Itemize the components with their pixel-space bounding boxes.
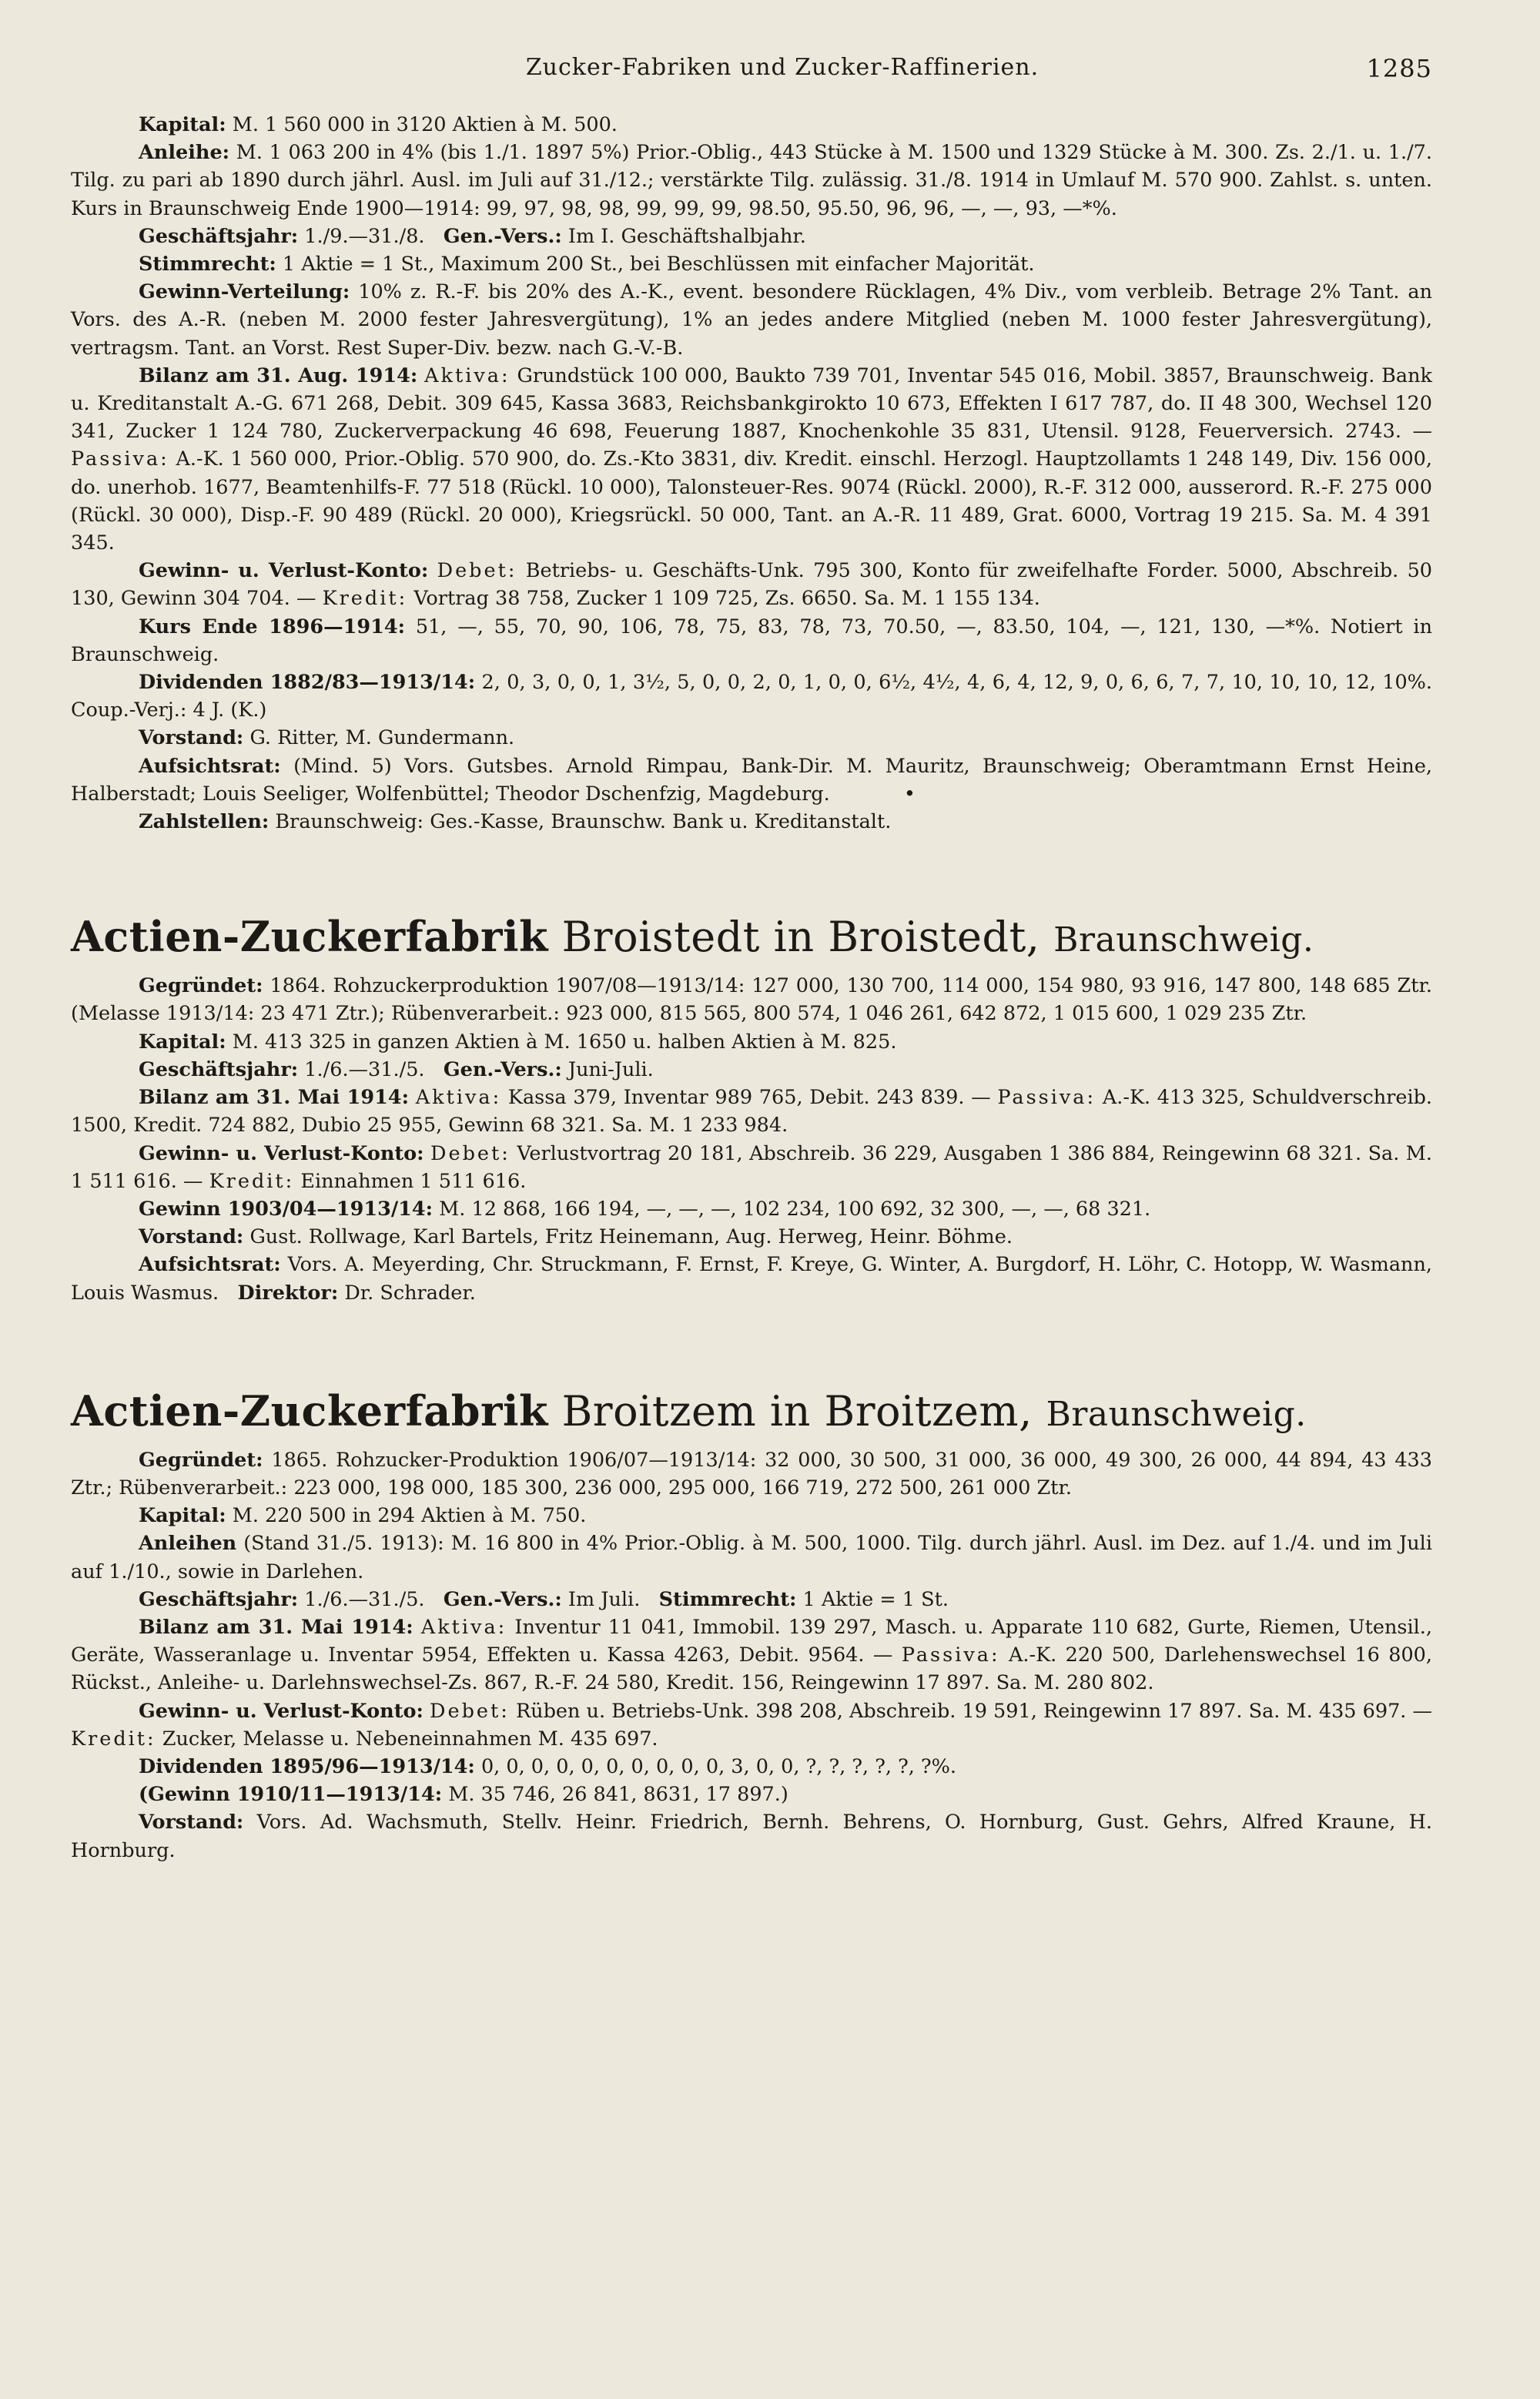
gegruendet-label: Gegründet: — [139, 974, 263, 998]
anleihe-text: M. 1 063 200 in 4% (bis 1./1. 1897 5%) Prior.-Oblig., 443 Stücke à M. 1500 und 1329 Stücke à M. 300. Zs. 2./1. u. 1./7. Tilg. zu pari ab 1890 durch jährl. Ausl. im Juli auf 31./12.; verstärkte Tilg. zulässig. 31./8. 1914 in Umlauf M. 570 900. Zahlst. s. unten. Kurs in Braunschweig Ende 1900—1914: 99, 97, 98, 98, 99, 99, 99, 98.50, 95.50, 96, 96, —, —, 93, —*%. — [71, 141, 1432, 220]
genvers-label: Gen.-Vers.: — [443, 1587, 562, 1611]
genvers-text: Im I. Geschäftshalbjahr. — [567, 224, 806, 248]
heading-prefix: Actien-Zuckerfabrik — [71, 1385, 548, 1436]
kredit-label: Kredit: — [209, 1169, 295, 1193]
vorstand-label: Vorstand: — [139, 726, 244, 750]
vorstand-text: G. Ritter, M. Gundermann. — [249, 726, 515, 750]
dividenden-paragraph — [71, 1753, 1432, 1781]
geschaeftsjahr-text: 1./6.—31./5. — [304, 1057, 425, 1081]
kredit-label: Kredit: — [71, 1727, 156, 1751]
gegruendet-label: Gegründet: — [139, 1448, 263, 1472]
anleihen-label: Anleihen — [139, 1532, 237, 1556]
gewinn-text: M. 35 746, 26 841, 8631, 17 897.) — [448, 1783, 788, 1807]
gewinn-paragraph — [71, 1195, 1432, 1223]
stimmrecht-label: Stimmrecht: — [658, 1587, 797, 1611]
zahlstellen-label: Zahlstellen: — [139, 810, 270, 834]
geschaeftsjahr-paragraph — [71, 223, 1432, 250]
gewinnverteilung-text: 10% z. R.-F. bis 20% des A.-K., event. besondere Rücklagen, 4% Div., vom verbleib. Betrage 2% Tant. an Vors. des A.-R. (neben M. 2000 fester Jahresvergütung), 1% an jedes andere Mitglied (neben M. 1000 fester Jahresvergütung), vertragsm. Tant. an Vorst. Rest Super-Div. bezw. nach G.-V.-B. — [71, 280, 1433, 360]
passiva-text: A.-K. 220 500, Darlehenswechsel 16 800, Rückst., Anleihe- u. Darlehnswechsel-Zs. 867, R.-F. 24 580, Kredit. 156, Reingewinn 17 897. Sa. M. 280 802. — [71, 1643, 1433, 1695]
aufsichtsrat-label: Aufsichtsrat: — [139, 1253, 281, 1277]
debet-label: Debet: — [437, 559, 517, 583]
aufsichtsrat-text: Vors. A. Meyerding, Chr. Struckmann, F. Ernst, F. Kreye, G. Winter, A. Burgdorf, H. Löhr, C. Hotopp, W. Wasmann, Louis Wasmus. — [71, 1253, 1432, 1305]
heading-prefix: Actien-Zuckerfabrik — [71, 912, 548, 962]
geschaeftsjahr-paragraph — [71, 1586, 1432, 1613]
heading-name: Broitzem in Broitzem, — [561, 1386, 1033, 1436]
guv-label: Gewinn- u. Verlust-Konto: — [139, 559, 429, 583]
geschaeftsjahr-label: Geschäftsjahr: — [139, 1587, 299, 1611]
vorstand-paragraph — [71, 724, 1432, 752]
entry-broitzem — [71, 1384, 1432, 1865]
gewinn-paragraph — [71, 1781, 1432, 1808]
gegruendet-paragraph — [71, 1446, 1432, 1502]
kapital-label: Kapital: — [139, 113, 226, 136]
vorstand-text: Vors. Ad. Wachsmuth, Stellv. Heinr. Friedrich, Bernh. Behrens, O. Hornburg, Gust. Gehrs, Alfred Kraune, H. Hornburg. — [71, 1811, 1432, 1862]
aktiva-text: Inventur 11 041, Immobil. 139 297, Masch. u. Apparate 110 682, Gurte, Riemen, Utensil., Geräte, Wasseranlage u. Inventar 5954, Effekten u. Kassa 4263, Debit. 9564. — — [71, 1615, 1432, 1667]
entry-heading — [71, 910, 1432, 967]
kredit-label: Kredit: — [322, 587, 408, 611]
stimmrecht-label: Stimmrecht: — [139, 253, 276, 276]
kredit-text: Vortrag 38 758, Zucker 1 109 725, Zs. 6650. Sa. M. 1 155 134. — [413, 587, 1040, 611]
debet-label: Debet: — [430, 1699, 510, 1723]
anleihe-label: Anleihe: — [139, 141, 230, 165]
heading-place: Braunschweig. — [1053, 920, 1314, 960]
direktor-text: Dr. Schrader. — [344, 1281, 476, 1305]
anleihen-paragraph — [71, 1530, 1432, 1585]
aktiva-label: Aktiva: — [415, 1086, 502, 1110]
gewinnverteilung-label: Gewinn-Verteilung: — [139, 280, 350, 304]
debet-text: Betriebs- u. Geschäfts-Unk. 795 300, Konto für zweifelhafte Forder. 5000, Abschreib. 50 130, Gewinn 304 704. — — [71, 559, 1433, 611]
star-mark: • — [903, 782, 916, 806]
dividenden-text: 2, 0, 3, 0, 0, 1, 3½, 5, 0, 0, 2, 0, 1, 0, 0, 6½, 4½, 4, 6, 4, 12, 9, 0, 6, 6, 7, 7, 10, 10, 10, 12, 10%. Coup.-Verj.: 4 J. (K.) — [71, 671, 1433, 722]
geschaeftsjahr-paragraph — [71, 1056, 1432, 1084]
aktiva-label: Aktiva: — [420, 1615, 507, 1639]
gegruendet-paragraph — [71, 972, 1432, 1027]
vorstand-label: Vorstand: — [139, 1811, 244, 1834]
aktiva-text: Grundstück 100 000, Baukto 739 701, Inventar 545 016, Mobil. 3857, Braunschweig. Bank u. Kreditanstalt A.-G. 671 268, Debit. 309 645, Kassa 3683, Reichsbankgirokto 10 673, Effekten I 617 787, do. II 48 300, Wechsel 120 341, Zucker 1 124 780, Zuckerverpackung 46 698, Feuerung 1887, Knochenkohle 35 831, Utensil. 9128, Feuerversich. 2743. — — [71, 364, 1432, 444]
kapital-text: M. 1 560 000 in 3120 Aktien à M. 500. — [232, 113, 618, 136]
geschaeftsjahr-label: Geschäftsjahr: — [139, 1057, 299, 1081]
bilanz-paragraph — [71, 1613, 1432, 1697]
geschaeftsjahr-text: 1./6.—31./5. — [304, 1587, 425, 1611]
kapital-label: Kapital: — [139, 1504, 226, 1528]
stimmrecht-text: 1 Aktie = 1 St. — [802, 1587, 949, 1611]
kapital-label: Kapital: — [139, 1030, 226, 1054]
kredit-text: Einnahmen 1 511 616. — [300, 1169, 527, 1193]
bilanz-label: Bilanz am 31. Mai 1914: — [139, 1615, 413, 1639]
guv-label: Gewinn- u. Verlust-Konto: — [139, 1699, 424, 1723]
direktor-label: Direktor: — [237, 1281, 339, 1305]
genvers-label: Gen.-Vers.: — [443, 224, 562, 248]
kapital-text: M. 220 500 in 294 Aktien à M. 750. — [232, 1504, 587, 1528]
genvers-label: Gen.-Vers.: — [443, 1057, 562, 1081]
gegruendet-text: 1864. Rohzuckerproduktion 1907/08—1913/14: 127 000, 130 700, 114 000, 154 980, 93 916, 147 800, 148 685 Ztr. (Melasse 1913/14: 23 471 Ztr.); Rübenverarbeit.: 923 000, 815 565, 800 574, 1 046 261, 642 872, 1 015 600, 1 029 235 Ztr. — [71, 974, 1433, 1026]
gewinn-text: M. 12 868, 166 194, —, —, —, 102 234, 100 692, 32 300, —, —, 68 321. — [439, 1197, 1151, 1221]
page-number: 1285 — [1366, 54, 1432, 83]
vorstand-label: Vorstand: — [139, 1225, 244, 1249]
bilanz-label: Bilanz am 31. Aug. 1914: — [139, 364, 418, 387]
zahlstellen-paragraph — [71, 808, 1432, 836]
kapital-paragraph — [71, 1028, 1432, 1056]
kurs-text: 51, —, 55, 70, 90, 106, 78, 75, 83, 78, 73, 70.50, —, 83.50, 104, —, 121, 130, —*%. Notiert in Braunschweig. — [71, 615, 1433, 666]
kapital-paragraph — [71, 111, 1432, 139]
dividenden-paragraph — [71, 668, 1432, 724]
anleihen-text: (Stand 31./5. 1913): M. 16 800 in 4% Prior.-Oblig. à M. 500, 1000. Tilg. durch jährl. Ausl. im Dez. auf 1./4. und im Juli auf 1./10., sowie in Darlehen. — [71, 1532, 1432, 1583]
passiva-label: Passiva: — [71, 447, 169, 471]
aufsichtsrat-paragraph — [71, 1251, 1432, 1306]
running-title: Zucker-Fabriken und Zucker-Raffinerien. — [525, 54, 1040, 81]
geschaeftsjahr-text: 1./9.—31./8. — [304, 224, 425, 248]
aktiva-text: Kassa 379, Inventar 989 765, Debit. 243 839. — — [507, 1086, 991, 1110]
entry-broistedt — [71, 910, 1432, 1306]
bilanz-paragraph — [71, 1084, 1432, 1139]
bilanz-paragraph — [71, 362, 1432, 557]
kredit-text: Zucker, Melasse u. Nebeneinnahmen M. 435 697. — [162, 1727, 658, 1751]
entry-continuation — [71, 111, 1432, 836]
kurs-label: Kurs Ende 1896—1914: — [139, 615, 405, 638]
heading-place: Braunschweig. — [1046, 1394, 1307, 1434]
passiva-text: A.-K. 1 560 000, Prior.-Oblig. 570 900, do. Zs.-Kto 3831, div. Kredit. einschl. Herzogl. Hauptzollamts 1 248 149, Div. 156 000, do. unerhob. 1677, Beamtenhilfs-F. 77 518 (Rückl. 10 000), Talonsteuer-Res. 9074 (Rückl. 2000), R.-F. 312 000, ausserord. R.-F. 275 000 (Rückl. 30 000), Disp.-F. 90 489 (Rückl. 20 000), Kriegsrückl. 50 000, Tant. an A.-R. 11 489, Grat. 6000, Vortrag 19 215. Sa. M. 4 391 345. — [71, 447, 1433, 555]
zahlstellen-text: Braunschweig: Ges.-Kasse, Braunschw. Bank u. Kreditanstalt. — [275, 810, 892, 834]
kapital-text: M. 413 325 in ganzen Aktien à M. 1650 u. halben Aktien à M. 825. — [232, 1030, 897, 1054]
vorstand-paragraph — [71, 1808, 1432, 1864]
debet-label: Debet: — [430, 1141, 511, 1165]
entry-heading — [71, 1384, 1432, 1442]
aufsichtsrat-paragraph — [71, 752, 1432, 808]
vorstand-paragraph — [71, 1223, 1432, 1251]
passiva-text: A.-K. 413 325, Schuldverschreib. 1500, Kredit. 724 882, Dubio 25 955, Gewinn 68 321. Sa. M. 1 233 984. — [71, 1086, 1433, 1138]
bilanz-label: Bilanz am 31. Mai 1914: — [139, 1086, 410, 1110]
guv-paragraph — [71, 1697, 1432, 1753]
dividenden-label: Dividenden 1882/83—1913/14: — [139, 671, 476, 695]
passiva-label: Passiva: — [997, 1086, 1096, 1110]
dividenden-label: Dividenden 1895/96—1913/14: — [139, 1754, 475, 1778]
aufsichtsrat-text: (Mind. 5) Vors. Gutsbes. Arnold Rimpau, Bank-Dir. M. Mauritz, Braunschweig; Oberamtmann Ernst Heine, Halberstadt; Louis Seeliger, Wolfenbüttel; Theodor Dschenfzig, Magdeburg. — [71, 754, 1433, 806]
kurs-paragraph — [71, 613, 1432, 668]
guv-paragraph — [71, 557, 1432, 612]
passiva-label: Passiva: — [901, 1643, 1000, 1667]
guv-paragraph — [71, 1140, 1432, 1195]
genvers-text: Juni-Juli. — [567, 1057, 654, 1081]
aufsichtsrat-label: Aufsichtsrat: — [139, 754, 281, 778]
running-head — [71, 54, 1432, 100]
debet-text: Verlustvortrag 20 181, Abschreib. 36 229, Ausgaben 1 386 884, Reingewinn 68 321. Sa. M. 1 511 616. — — [71, 1141, 1433, 1193]
gewinn-label: (Gewinn 1910/11—1913/14: — [139, 1783, 443, 1807]
stimmrecht-paragraph — [71, 250, 1432, 278]
gegruendet-text: 1865. Rohzucker-Produktion 1906/07—1913/14: 32 000, 30 500, 31 000, 36 000, 49 300, 26 000, 44 894, 43 433 Ztr.; Rübenverarbeit.: 223 000, 198 000, 185 300, 236 000, 295 000, 166 719, 272 500, 261 000 Ztr. — [71, 1448, 1432, 1499]
gewinn-label: Gewinn 1903/04—1913/14: — [139, 1197, 434, 1221]
stimmrecht-text: 1 Aktie = 1 St., Maximum 200 St., bei Beschlüssen mit einfacher Majorität. — [282, 253, 1035, 276]
guv-label: Gewinn- u. Verlust-Konto: — [139, 1141, 424, 1165]
genvers-text: Im Juli. — [567, 1587, 641, 1611]
debet-text: Rüben u. Betriebs-Unk. 398 208, Abschreib. 19 591, Reingewinn 17 897. Sa. M. 435 697. — — [515, 1699, 1433, 1723]
dividenden-text: 0, 0, 0, 0, 0, 0, 0, 0, 0, 0, 3, 0, 0, ?, ?, ?, ?, ?, ?%. — [480, 1754, 957, 1778]
kapital-paragraph — [71, 1502, 1432, 1530]
heading-name: Broistedt in Broistedt, — [561, 913, 1040, 962]
vorstand-text: Gust. Rollwage, Karl Bartels, Fritz Heinemann, Aug. Herweg, Heinr. Böhme. — [249, 1225, 1013, 1249]
anleihe-paragraph — [71, 139, 1432, 223]
aktiva-label: Aktiva: — [424, 364, 511, 387]
geschaeftsjahr-label: Geschäftsjahr: — [139, 224, 299, 248]
gewinnverteilung-paragraph — [71, 278, 1432, 362]
